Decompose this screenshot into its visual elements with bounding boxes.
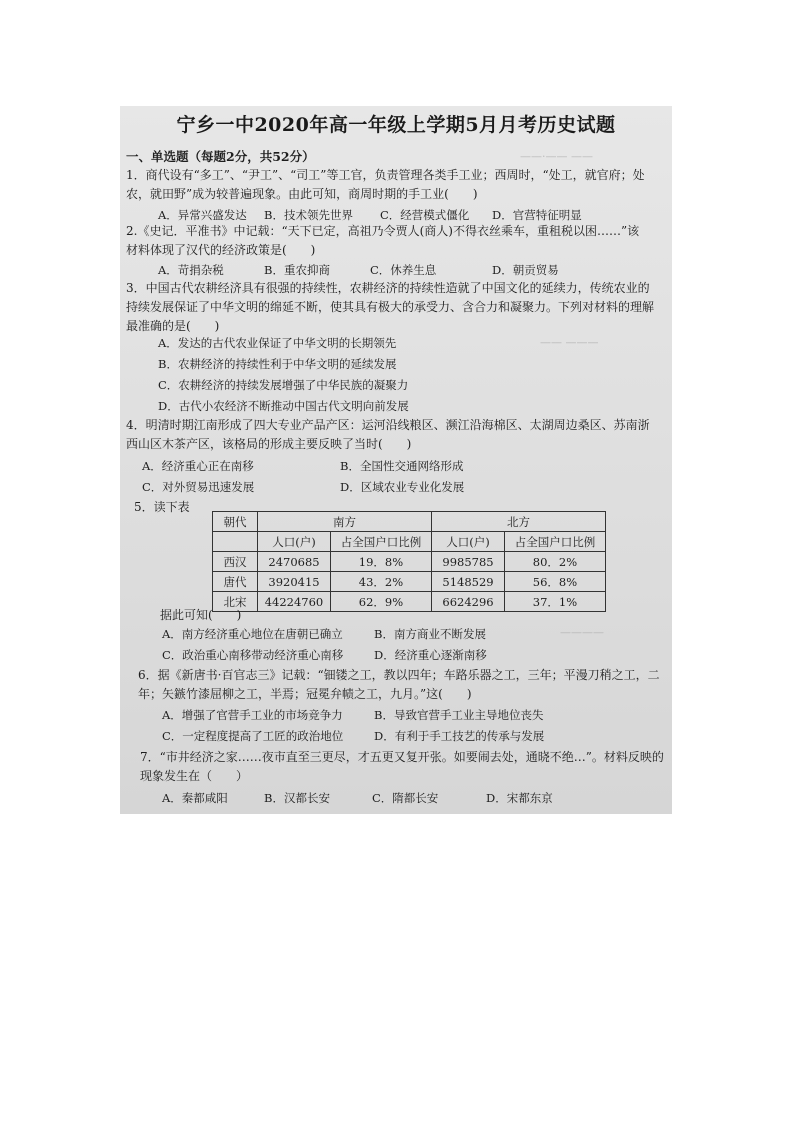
option-d[interactable]: D．区域农业专业化发展 — [340, 480, 465, 494]
question-stem-line: 材料体现了汉代的经济政策是( ) — [126, 243, 316, 257]
option-d[interactable]: D．经济重心逐渐南移 — [374, 648, 487, 662]
option-d[interactable]: D．朝贡贸易 — [492, 263, 559, 277]
option-a[interactable]: A．南方经济重心地位在唐朝已确立 — [162, 627, 343, 641]
option-b[interactable]: B．汉都长安 — [264, 791, 330, 805]
table-cell: 3920415 — [258, 572, 331, 592]
question-stem-line: 2.《史记．平准书》中记载：“天下已定，高祖乃令贾人(商人)不得衣丝乘车，重租税以困……”该 — [126, 224, 640, 238]
table-row — [213, 552, 606, 572]
question-7-options — [162, 789, 553, 808]
question-5-options-left — [162, 624, 343, 666]
question-stem-line: 年；矢鏃竹漆屈柳之工，半焉；冠冕弁帻之工，九月。”这( ) — [138, 687, 472, 701]
option-c[interactable]: C．休养生息 — [370, 263, 437, 277]
table-cell: 9985785 — [432, 552, 505, 572]
question-4 — [126, 416, 666, 454]
table-empty-cell — [213, 532, 258, 552]
question-stem-line: 持续发展保证了中华文明的绵延不断，使其具有极大的承受力、含合力和凝聚力。下列对材料的理解 — [126, 300, 655, 314]
bleed-through-text: ———— — [560, 626, 604, 639]
table-cell: 5148529 — [432, 572, 505, 592]
bleed-through-text: ——·—— —— — [520, 150, 593, 163]
question-2 — [126, 222, 666, 260]
option-a[interactable]: A．异常兴盛发达 — [158, 208, 247, 222]
table-sub-header: 占全国户口比例 — [505, 532, 606, 552]
option-c[interactable]: C．政治重心南移带动经济重心南移 — [162, 648, 344, 662]
option-a[interactable]: A．经济重心正在南移 — [142, 459, 254, 473]
option-c[interactable]: C．隋都长安 — [372, 791, 439, 805]
table-cell: 80．2% — [505, 552, 606, 572]
question-stem-line: 农，就田野”成为较普遍现象。由此可知，商周时期的手工业( ) — [126, 187, 478, 201]
question-2-options — [158, 261, 559, 280]
question-4-options-right — [340, 456, 464, 498]
option-a[interactable]: A．增强了官营手工业的市场竞争力 — [162, 708, 343, 722]
question-stem-line: 6．据《新唐书·百官志三》记载：“钿镂之工，教以四年；车路乐器之工，三年；平漫刀稍之工，二 — [138, 668, 660, 682]
option-d[interactable]: D．有利于手工技艺的传承与发展 — [374, 729, 545, 743]
table-cell: 56．8% — [505, 572, 606, 592]
table-sub-header: 人口(户) — [258, 532, 331, 552]
table-cell: 唐代 — [213, 572, 258, 592]
table-cell: 44224760 — [258, 592, 331, 612]
option-a[interactable]: A．苛捐杂税 — [158, 263, 224, 277]
exam-sheet — [120, 106, 672, 814]
option-b[interactable]: B．导致官营手工业主导地位丧失 — [374, 708, 544, 722]
question-stem-line: 现象发生在（ ） — [140, 769, 249, 783]
exam-title: 宁乡一中2020年高一年级上学期5月月考历史试题 — [176, 114, 616, 136]
table-row — [213, 572, 606, 592]
question-6-options-right — [374, 705, 544, 747]
option-a[interactable]: A．发达的古代农业保证了中华文明的长期领先 — [158, 336, 397, 350]
question-7 — [140, 748, 668, 786]
option-d[interactable]: D．官营特征明显 — [492, 208, 582, 222]
question-stem-line: 1．商代设有“多工”、“尹工”、“司工”等工官，负责管理各类手工业；西周时，“处工，就官府；处 — [126, 168, 645, 182]
option-b[interactable]: B．南方商业不断发展 — [374, 627, 486, 641]
question-stem-line: 4．明清时期江南形成了四大专业产品产区：运河沿线粮区、濒江沿海棉区、太湖周边桑区、苏南浙 — [126, 418, 650, 432]
table-sub-header: 人口(户) — [432, 532, 505, 552]
option-b[interactable]: B．技术领先世界 — [264, 208, 353, 222]
bleed-through-text: —— ——— — [540, 336, 599, 349]
question-5-options-right — [374, 624, 487, 666]
table-cell: 2470685 — [258, 552, 331, 572]
table-sub-header: 占全国户口比例 — [331, 532, 432, 552]
table-cell: 37．1% — [505, 592, 606, 612]
option-b[interactable]: B．全国性交通网络形成 — [340, 459, 464, 473]
option-d[interactable]: D．宋都东京 — [486, 791, 553, 805]
option-c[interactable]: C．对外贸易迅速发展 — [142, 480, 255, 494]
table-cell: 43．2% — [331, 572, 432, 592]
question-1 — [126, 166, 666, 204]
option-c[interactable]: C．一定程度提高了工匠的政治地位 — [162, 729, 344, 743]
question-stem-line: 7．“市井经济之家……夜市直至三更尽，才五更又复开张。如要闹去处，通晓不绝…”。材料反映的 — [140, 750, 664, 764]
table-cell: 62．9% — [331, 592, 432, 612]
option-c[interactable]: C．经营模式僵化 — [380, 208, 470, 222]
table-cell: 19．8% — [331, 552, 432, 572]
scanned-photo — [120, 106, 672, 814]
question-6-options-left — [162, 705, 343, 747]
question-4-options-left — [142, 456, 254, 498]
question-stem-line: 3．中国古代农耕经济具有很强的持续性，农耕经济的持续性造就了中国文化的延续力，传统农业的 — [126, 281, 650, 295]
table-cell: 西汉 — [213, 552, 258, 572]
question-stem-line: 最准确的是( ) — [126, 319, 220, 333]
population-table — [212, 511, 606, 612]
question-6 — [138, 666, 668, 704]
question-stem-line: 西山区木茶产区，该格局的形成主要反映了当时( ) — [126, 437, 412, 451]
table-cell: 6624296 — [432, 592, 505, 612]
table-cell: 北宋 — [213, 592, 258, 612]
option-d[interactable]: D．古代小农经济不断推动中国古代文明向前发展 — [158, 399, 409, 413]
question-stem-line: 5．读下表 — [134, 500, 190, 514]
option-c[interactable]: C．农耕经济的持续发展增强了中华民族的凝聚力 — [158, 378, 409, 392]
option-b[interactable]: B．重农抑商 — [264, 263, 330, 277]
table-corner-header: 朝代 — [213, 512, 258, 532]
question-3 — [126, 279, 666, 336]
option-a[interactable]: A．秦都咸阳 — [162, 791, 228, 805]
question-3-options — [158, 333, 409, 417]
section-heading: 一、单选题（每题2分，共52分） — [126, 149, 315, 164]
table-group-header-south: 南方 — [258, 512, 432, 532]
option-b[interactable]: B．农耕经济的持续性利于中华文明的延续发展 — [158, 357, 397, 371]
question-5-prompt: 据此可知( ) — [160, 608, 242, 622]
table-group-header-north: 北方 — [432, 512, 606, 532]
